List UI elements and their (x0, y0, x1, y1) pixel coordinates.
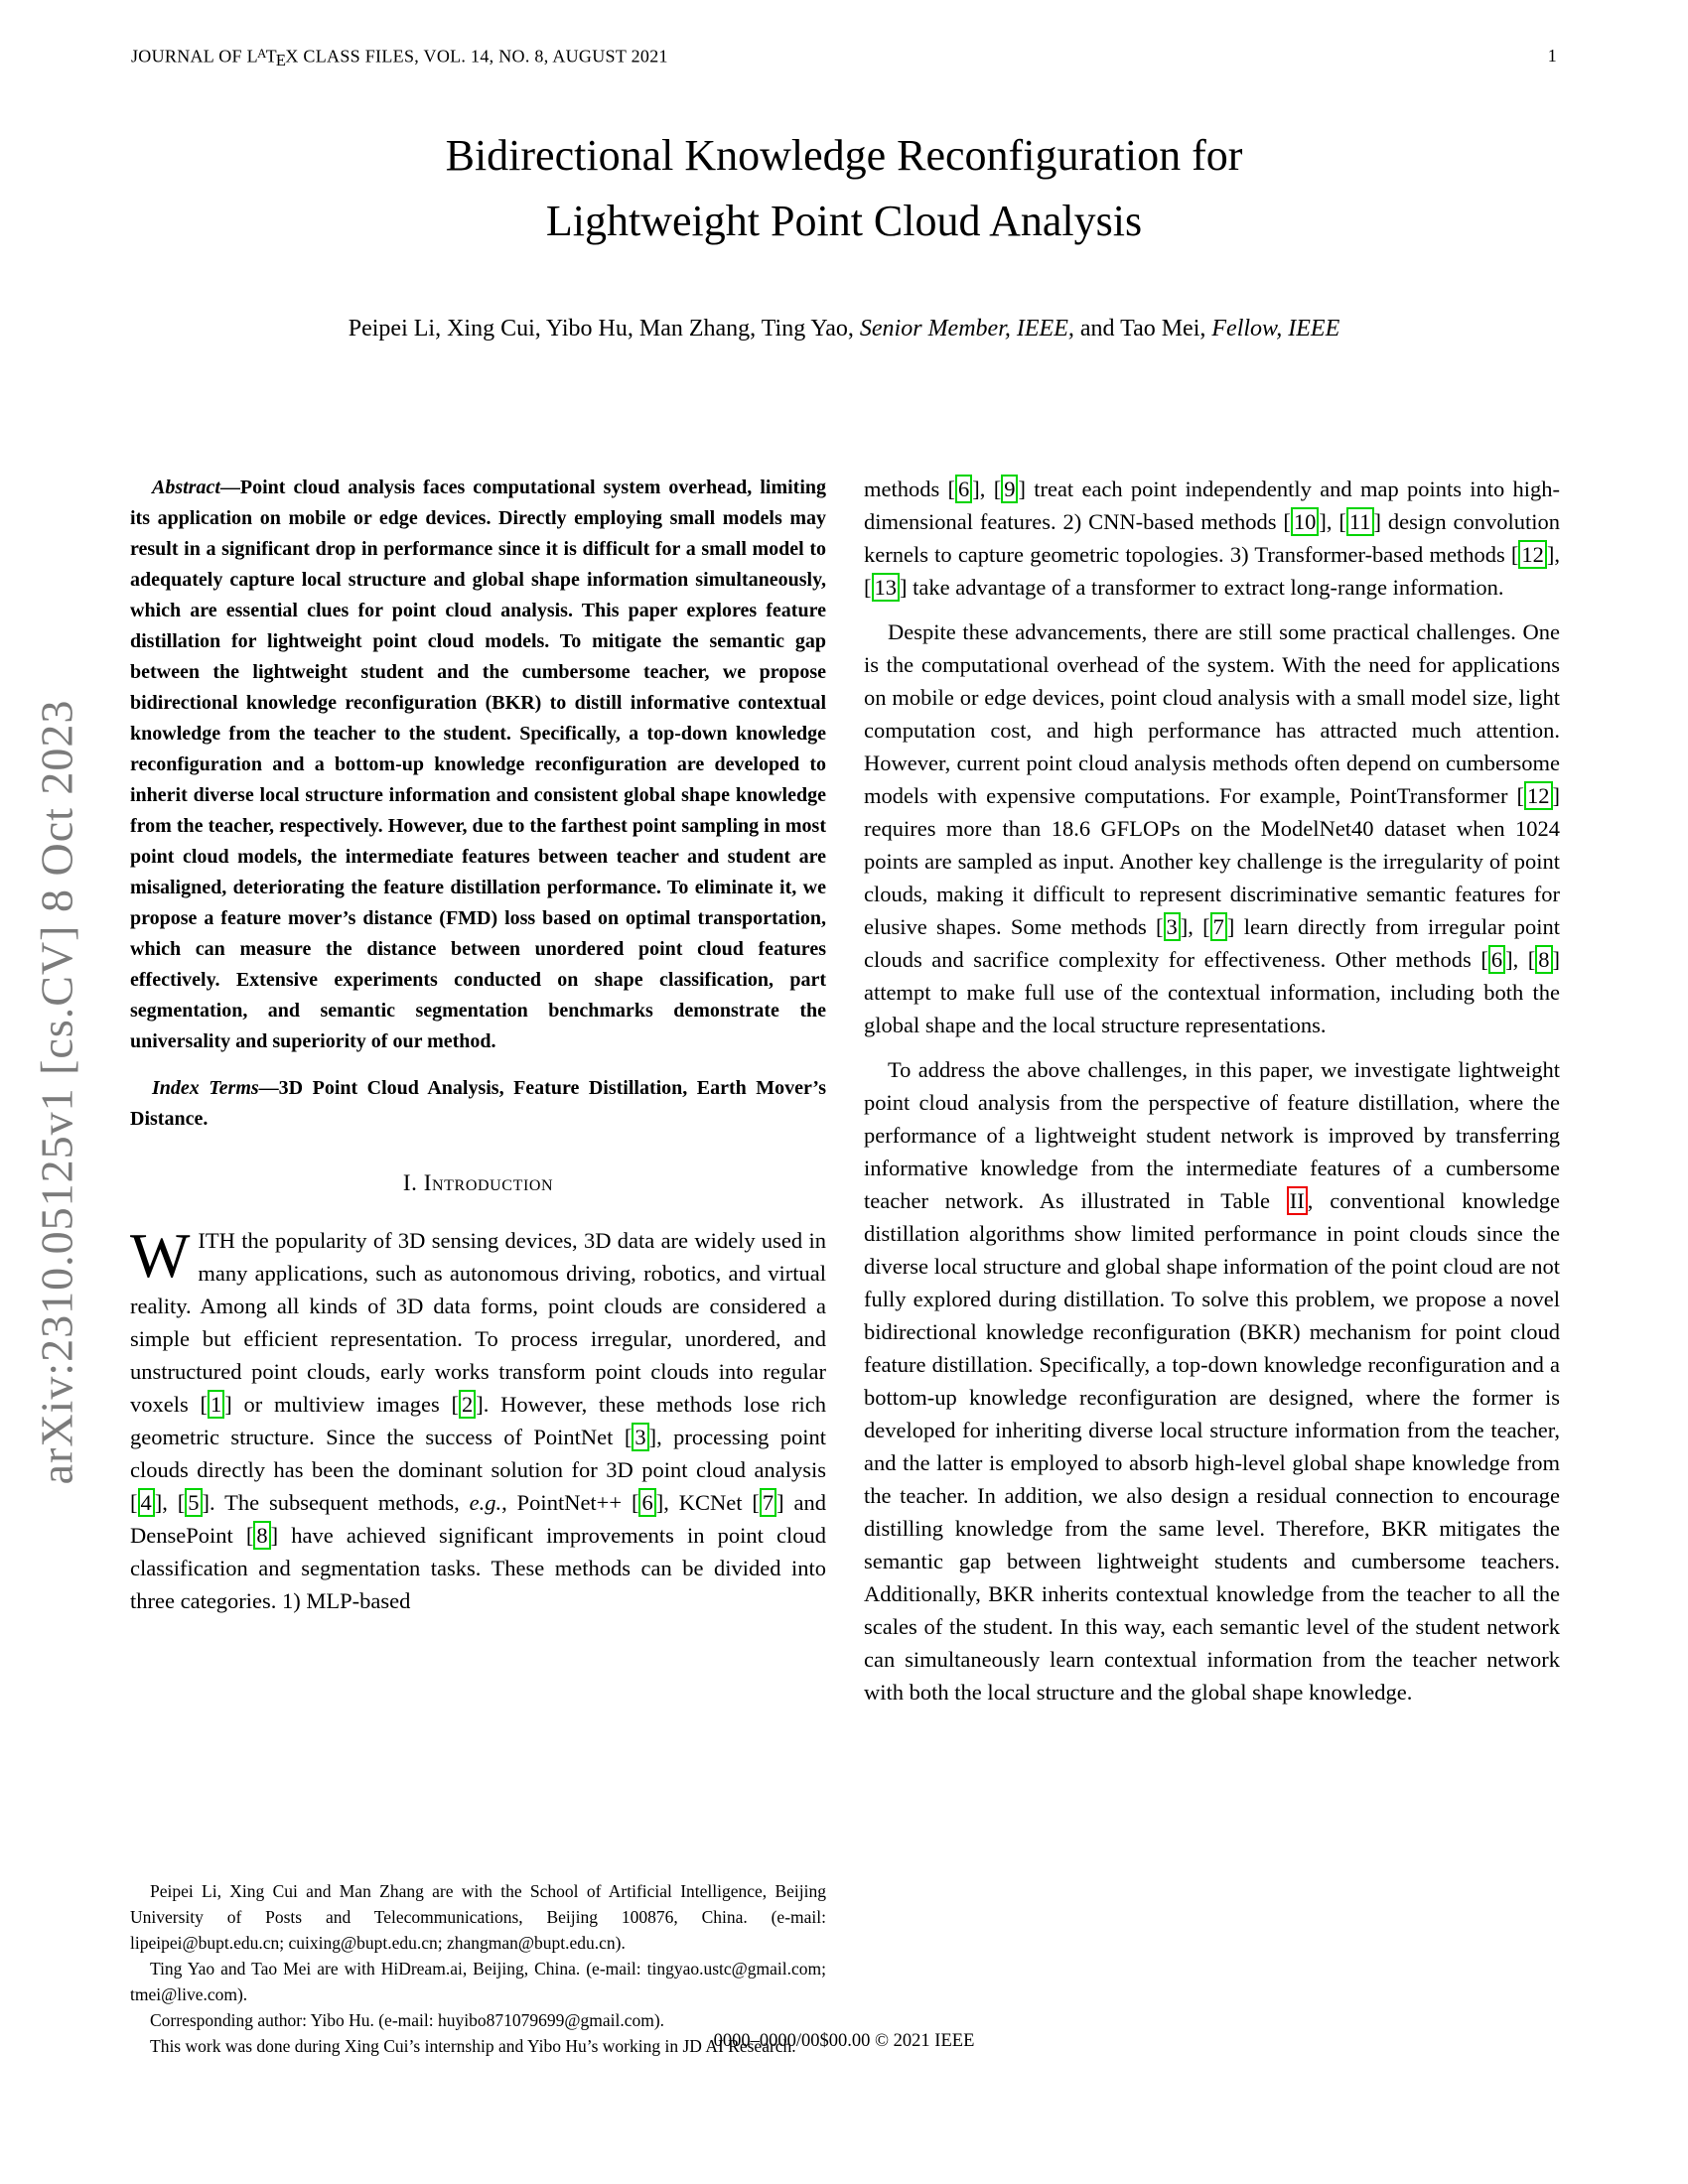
text-segment: . The subsequent methods, (210, 1490, 470, 1515)
text-segment: , (1512, 947, 1528, 972)
footnote-corresponding-author: Corresponding author: Yibo Hu. (e-mail: huyibo871079699@gmail.com). (150, 2010, 665, 2030)
text-segment: , PointNet++ (501, 1490, 632, 1515)
abstract-paragraph (130, 473, 826, 1057)
text-segment: , (1188, 914, 1203, 939)
body-paragraph (864, 1053, 1560, 1708)
text-segment: , (162, 1490, 178, 1515)
citation-link[interactable]: 13 (872, 573, 901, 602)
intro-paragraph-text: ITH the popularity of 3D sensing devices, 3D data are widely used in many applications, such as autonomous driving, robotics, and virtual reality. Among all kinds of 3D data forms, point clouds are considered a simple but efficient representation. To process irregular, unordered, and unstructured point clouds, early works transform point clouds into regular voxels [ 1 ] or multiview images [ 2 ]. However, these methods lose rich geometric structure. Since the success of PointNet [ 3 ], processing point clouds directly has been the dominant solution for 3D point cloud analysis [ 4 ], [ 5 ]. The subsequent methods, e.g., PointNet++ [ 6 ], KCNet [ 7 ] and DensePoint [ 8 ] have achieved significant improvements in point cloud classification and segmentation tasks. These methods can be divided into three categories. 1) MLP-based (130, 1228, 827, 1613)
section-heading-introduction: I. Introduction (402, 1170, 554, 1195)
index-terms-paragraph (130, 1073, 826, 1135)
text-segment: JOURNAL OF L (131, 46, 258, 67)
citation-link[interactable]: 11 (1346, 507, 1374, 536)
citation-link[interactable]: 2 (459, 1390, 476, 1419)
citation-link[interactable]: 6 (955, 475, 972, 503)
index-terms-text: —3D Point Cloud Analysis, Feature Distillation, Earth Mover’s Distance. (130, 1077, 826, 1130)
text-segment: and DensePoint (130, 1490, 826, 1548)
citation-link[interactable]: 10 (1291, 507, 1320, 536)
citation-link[interactable]: 5 (185, 1488, 202, 1517)
citation-link[interactable]: 8 (1535, 945, 1552, 974)
text-segment: take advantage of a transformer to extract long-range information. (907, 575, 1504, 600)
citation-link[interactable]: 8 (253, 1521, 270, 1550)
text-segment: e.g. (469, 1490, 502, 1515)
text-segment: Peipei Li, Xing Cui, Yibo Hu, Man Zhang, Ting Yao, (348, 316, 860, 341)
text-segment: Fellow, IEEE (1211, 316, 1340, 341)
intro-paragraph (130, 1220, 827, 1617)
citation-link[interactable]: 12 (1518, 540, 1547, 569)
citation-link[interactable]: 7 (760, 1488, 776, 1517)
footnote-acknowledgment: This work was done during Xing Cui’s internship and Yibo Hu’s working in JD AI Research. (150, 2036, 796, 2056)
body-paragraph: methods [ 6 ], [ 9 ] treat each point independently and map points into high-dimensional features. 2) CNN-based methods [ 10 ], [ 11 ] design convolution kernels to capture geometric topologies. 3) Transformer-based methods [ 12 ], [ 13 ] take advantage of a transformer to extract long-range information. (864, 477, 1561, 600)
page-number: 1 (1547, 46, 1557, 66)
text-segment: . However, these methods lose rich geometric structure. Since the success of PointNet (130, 1392, 827, 1449)
citation-link[interactable]: 6 (1488, 945, 1505, 974)
table-ref-link[interactable]: II (1287, 1186, 1308, 1215)
text-segment: , processing point clouds directly has been the dominant solution for 3D point cloud analysis (130, 1425, 827, 1482)
text-segment: X CLASS FILES, VOL. 14, NO. 8, AUGUST 2021 (285, 46, 668, 67)
running-header (131, 46, 1557, 70)
text-segment: treat each point independently and map points into high-dimensional features. 2) CNN-based methods (864, 477, 1561, 534)
footnote-affiliation-2: Ting Yao and Tao Mei are with HiDream.ai, Beijing, China. (e-mail: tingyao.ustc@gmail.com; tmei@live.com). (130, 1959, 826, 2004)
citation-link[interactable]: 1 (208, 1390, 224, 1419)
text-segment: requires more than 18.6 GFLOPs on the ModelNet40 dataset when 1024 points are sampled as input. Another key challenge is the irregularity of point clouds, making it difficult to represent discriminative semantic features for elusive shapes. Some methods (864, 816, 1560, 939)
text-segment: learn directly from irregular point clouds and sacrifice complexity for effectiveness. Other methods (864, 914, 1560, 972)
footnote-affiliation-1: Peipei Li, Xing Cui and Man Zhang are with the School of Artificial Intelligence, Beijing University of Posts and Telecommunications, Beijing 100876, China. (e-mail: lipeipei@bupt.edu.cn; cuixing@bupt.edu.cn; zhangman@bupt.edu.cn). (130, 1881, 826, 1953)
author-line (0, 316, 1688, 342)
text-segment: To address the above challenges, in this paper, we investigate lightweight point cloud analysis from the perspective of feature distillation, where the performance of a lightweight student network is improved by transferring informative knowledge from the intermediate features of a cumbersome teacher network. As illustrated in Table (864, 1057, 1560, 1213)
body-paragraph: Despite these advancements, there are still some practical challenges. One is the computational overhead of the system. With the need for applications on mobile or edge devices, point cloud analysis with a small model size, light computation cost, and high performance has attracted much attention. However, current point cloud analysis methods often depend on cumbersome models with expensive computations. For example, PointTransformer [ 12 ] requires more than 18.6 GFLOPs on the ModelNet40 dataset when 1024 points are sampled as input. Another key challenge is the irregularity of point clouds, making it difficult to represent discriminative semantic features for elusive shapes. Some methods [ 3 ], [ 7 ] learn directly from irregular point clouds and sacrifice complexity for effectiveness. Other methods [ 6 ], [ 8 ] attempt to make full use of the contextual information, including both the global shape and the local structure representations. (864, 619, 1561, 1037)
citation-link[interactable]: 7 (1210, 912, 1227, 941)
text-segment: T (265, 46, 277, 67)
copyright-footer: 0000–0000/00$00.00 © 2021 IEEE (713, 2031, 975, 2051)
paper-title (0, 123, 1688, 254)
text-segment: , (1554, 542, 1560, 567)
citation-link[interactable]: 9 (1001, 475, 1018, 503)
text-segment: , (1326, 509, 1339, 534)
text-segment: , (979, 477, 994, 501)
text-segment: design convolution kernels to capture geometric topologies. 3) Transformer-based methods (864, 509, 1561, 567)
text-segment: and Tao Mei, (1073, 316, 1212, 341)
arxiv-watermark: arXiv:2310.05125v1 [cs.CV] 8 Oct 2023 (31, 699, 82, 1485)
text-segment: E (275, 50, 287, 69)
text-segment: Senior Member, IEEE, (859, 316, 1074, 341)
citation-link[interactable]: 3 (1164, 912, 1181, 941)
text-segment: , conventional knowledge distillation algorithms show limited performance in point clouds since the diverse local structure and global shape information of the point cloud are not fully explored during distillation. To solve this problem, we propose a novel bidirectional knowledge reconfiguration (BKR) mechanism for point cloud feature distillation. Specifically, a top-down knowledge reconfiguration and a bottom-up knowledge reconfiguration are designed, where the former is developed for inheriting diverse local structure information from the teacher, and the latter is employed to absorb high-level global shape knowledge from the teacher. In addition, we also design a residual connection to encourage distilling knowledge from the same level. Therefore, BKR mitigates the semantic gap between lightweight students and cumbersome teachers. Additionally, BKR inherits contextual knowledge from the teacher to all the scales of the student. In this way, each semantic level of the student network can simultaneously learn contextual information from the teacher network with both the local structure and the global shape knowledge. (864, 1188, 1561, 1705)
right-column (864, 473, 1560, 2059)
citation-link[interactable]: 6 (638, 1488, 655, 1517)
two-column-body (130, 473, 1560, 2059)
dropcap-letter: W (130, 1220, 191, 1291)
citation-link[interactable]: 3 (632, 1423, 648, 1451)
abstract-label: Abstract (152, 477, 220, 498)
text-segment: , KCNet (663, 1490, 753, 1515)
abstract-text: —Point cloud analysis faces computational system overhead, limiting its application on mobile or edge devices. Directly employing small models may result in a significant drop in performance since it is difficult for a small model to adequately capture local structure and global shape information simultaneously, which are essential clues for point cloud analysis. This paper explores feature distillation for lightweight point cloud models. To mitigate the semantic gap between the lightweight student and the cumbersome teacher, we propose bidirectional knowledge reconfiguration (BKR) to distill informative contextual knowledge from the teacher to the student. Specifically, a top-down knowledge reconfiguration and a bottom-up knowledge reconfiguration are developed to inherit diverse local structure information and consistent global shape knowledge from the teacher, respectively. However, due to the farthest point sampling in most point cloud models, the intermediate features between teacher and student are misaligned, deteriorating the feature distillation performance. To eliminate it, we propose a feature mover’s distance (FMD) loss based on optimal transportation, which can measure the distance between unordered point cloud features effectively. Extensive experiments conducted on shape classification, part segmentation, and semantic segmentation benchmarks demonstrate the universality and superiority of our method. (130, 477, 826, 1052)
text-segment: ITH the popularity of 3D sensing devices, 3D data are widely used in many applications, such as autonomous driving, robotics, and virtual reality. Among all kinds of 3D data forms, point clouds are considered a simple but efficient representation. To process irregular, unordered, and unstructured point clouds, early works transform point clouds into regular voxels (130, 1228, 826, 1417)
paper-title-line-2: Lightweight Point Cloud Analysis (545, 197, 1143, 245)
text-segment: attempt to make full use of the contextual information, including both the global shape and the local structure representations. (864, 980, 1560, 1037)
index-terms-label: Index Terms (152, 1077, 259, 1099)
text-segment: or multiview images (231, 1392, 452, 1417)
journal-header (131, 46, 668, 70)
citation-link[interactable]: 12 (1524, 781, 1553, 810)
paper-title-line-1: Bidirectional Knowledge Reconfiguration for (445, 131, 1243, 180)
citation-link[interactable]: 4 (138, 1488, 155, 1517)
text-segment: A (256, 46, 267, 61)
text-segment: Despite these advancements, there are still some practical challenges. One is the computational overhead of the system. With the need for applications on mobile or edge devices, point cloud analysis with a small model size, light computation cost, and high performance has attracted much attention. However, current point cloud analysis methods often depend on cumbersome models with expensive computations. For example, PointTransformer (864, 619, 1560, 808)
text-segment: have achieved significant improvements in point cloud classification and segmentation tasks. These methods can be divided into three categories. 1) MLP-based (130, 1523, 826, 1613)
text-segment: methods (864, 477, 948, 501)
left-column (130, 473, 826, 2059)
